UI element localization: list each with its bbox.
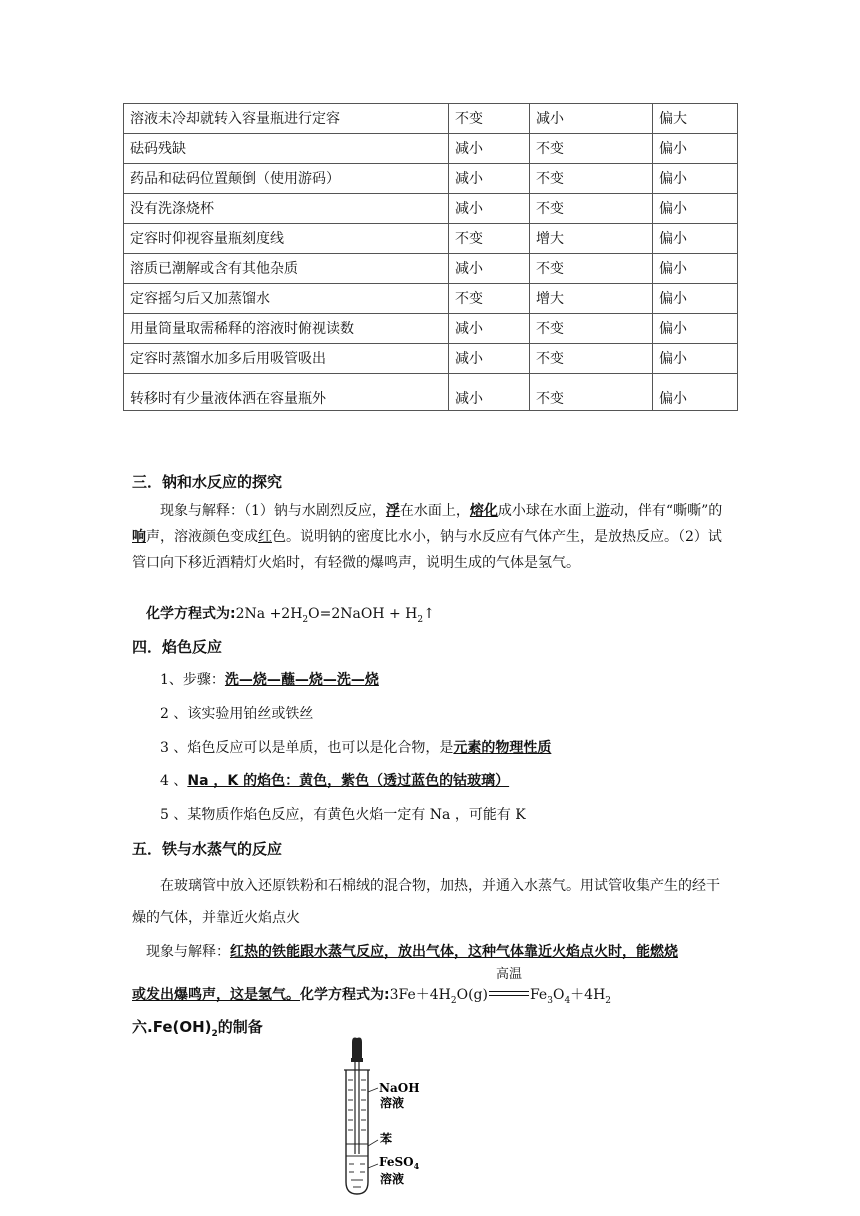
mass-cell: 不变 (449, 104, 530, 134)
section-6-heading (132, 1016, 263, 1039)
eq-sub: 4 (564, 995, 571, 1006)
text: 的制备 (217, 1018, 263, 1036)
volume-cell: 不变 (530, 344, 653, 374)
volume-cell: 不变 (530, 164, 653, 194)
observation-line-2 (132, 967, 612, 1011)
cause-cell: 没有洗涤烧杯 (124, 194, 449, 224)
text: 六.Fe(OH) (132, 1018, 212, 1036)
volume-cell: 增大 (530, 284, 653, 314)
property-value: 元素的物理性质 (453, 740, 552, 756)
result-cell: 偏小 (653, 224, 738, 254)
eq-part: ↑ (423, 606, 435, 622)
label-naoh: NaOH (379, 1081, 420, 1095)
mass-cell: 减小 (449, 254, 530, 284)
eq-part: Fe (529, 987, 548, 1003)
table-row (124, 374, 738, 411)
cause-cell: 转移时有少量液体洒在容量瓶外 (124, 374, 449, 411)
dropper-bulb (352, 1038, 362, 1061)
text: FeSO (379, 1155, 414, 1169)
cause-cell: 溶液未冷却就转入容量瓶进行定容 (124, 104, 449, 134)
cause-cell: 定容时仰视容量瓶刻度线 (124, 224, 449, 254)
section-3-paragraph (132, 498, 732, 576)
text: 1、步骤： (160, 672, 225, 688)
volume-cell: 不变 (530, 374, 653, 411)
volume-cell: 不变 (530, 314, 653, 344)
section-5-heading: 五．铁与水蒸气的反应 (132, 840, 283, 858)
sub: 4 (413, 1161, 420, 1171)
double-bar (489, 991, 529, 996)
feso4-solution (349, 1164, 365, 1187)
eq-part: O(g) (456, 987, 488, 1003)
cause-cell: 药品和砝码位置颠倒（使用游码） (124, 164, 449, 194)
mass-cell: 减小 (449, 344, 530, 374)
table-row (124, 254, 738, 284)
step-3 (160, 738, 551, 758)
leader-feso4 (368, 1164, 378, 1168)
section-5-paragraph: 在玻璃管中放入还原铁粉和石棉绒的混合物，加热，并通入水蒸气。用试管收集产生的经干燥的气体，并靠近火焰点火 (132, 878, 720, 926)
eq-part: O=2NaOH + H (308, 606, 418, 622)
table-row (124, 284, 738, 314)
apparatus-figure (338, 1036, 438, 1196)
table-row (124, 314, 738, 344)
flame-colors: Na ，K 的焰色：黄色，紫色（透过蓝色的钴玻璃） (187, 773, 510, 789)
error-analysis-table (123, 103, 738, 411)
label-naoh-solution: 溶液 (380, 1096, 405, 1110)
step-5: 5 、某物质作焰色反应，有黄色火焰一定有 Na ，可能有 K (160, 807, 526, 823)
result-cell: 偏小 (653, 134, 738, 164)
keyword-sound: 响 (132, 529, 146, 545)
result-cell: 偏小 (653, 194, 738, 224)
table-row (124, 194, 738, 224)
volume-cell: 不变 (530, 194, 653, 224)
mass-cell: 不变 (449, 224, 530, 254)
result-cell: 偏小 (653, 164, 738, 194)
section-4-heading: 四．焰色反应 (132, 638, 223, 656)
text: 成小球在水面上 (497, 503, 596, 519)
table-row (124, 134, 738, 164)
volume-cell: 不变 (530, 254, 653, 284)
eq-sub: 2 (450, 995, 457, 1006)
step-1 (160, 670, 379, 690)
cause-cell: 砝码残缺 (124, 134, 449, 164)
eq-part: 3Fe＋4H (389, 987, 451, 1003)
eq-sub: 2 (605, 995, 612, 1006)
mass-cell: 减小 (449, 374, 530, 411)
label-feso4-solution: 溶液 (380, 1172, 405, 1186)
step-4 (160, 771, 509, 791)
result-cell: 偏小 (653, 314, 738, 344)
label-feso4 (379, 1155, 420, 1171)
table-row (124, 104, 738, 134)
eq-part: O (552, 987, 565, 1003)
text: 色。说明钠的密度比水小，钠与水反应有气体产生，是放热反应。（2）试管口向下移近酒精灯火焰时，有轻微的爆鸣声，说明生成的气体是氢气。 (132, 529, 722, 571)
keyword-float: 浮 (385, 503, 400, 519)
mass-cell: 减小 (449, 194, 530, 224)
steps-value: 洗—烧—蘸—烧—洗—烧 (224, 672, 379, 688)
text: 在水面上， (399, 503, 470, 519)
observation-line-1 (146, 942, 678, 962)
table-row (124, 164, 738, 194)
observation-text: 或发出爆鸣声，这是氢气。 (132, 987, 300, 1003)
text: 声，溶液颜色变成 (146, 529, 258, 545)
observation-text: 红热的铁能跟水蒸气反应，放出气体，这种气体靠近火焰点火时，能燃烧 (230, 944, 678, 960)
test-tube (346, 1070, 368, 1194)
result-cell: 偏小 (653, 284, 738, 314)
cause-cell: 定容时蒸馏水加多后用吸管吸出 (124, 344, 449, 374)
volume-cell: 减小 (530, 104, 653, 134)
text: 动，伴有“嘶嘶”的 (609, 503, 723, 519)
equation-label: 化学方程式为: (300, 987, 390, 1003)
result-cell: 偏小 (653, 254, 738, 284)
eq-sub: 2 (417, 614, 424, 625)
eq-sub: 3 (547, 995, 553, 1006)
text: 3 、焰色反应可以是单质，也可以是化合物，是 (160, 740, 454, 756)
eq-sub: 2 (302, 614, 309, 625)
text: 4 、 (160, 773, 188, 789)
step-2: 2 、该实验用铂丝或铁丝 (160, 706, 314, 722)
table-row (124, 344, 738, 374)
equation-label: 化学方程式为: (146, 606, 236, 622)
reaction-arrow (488, 967, 530, 999)
eq-part: 2Na +2H (235, 606, 303, 622)
table-row (124, 224, 738, 254)
text: 现象与解释：（1）钠与水剧烈反应， (160, 503, 386, 519)
result-cell: 偏小 (653, 344, 738, 374)
cause-cell: 溶质已潮解或含有其他杂质 (124, 254, 449, 284)
eq-part: ＋4H (570, 987, 606, 1003)
eq-sub: 2 (211, 1029, 218, 1039)
label-benzene: 苯 (380, 1132, 393, 1146)
result-cell: 偏小 (653, 374, 738, 411)
mass-cell: 减小 (449, 164, 530, 194)
mass-cell: 不变 (449, 284, 530, 314)
result-cell: 偏大 (653, 104, 738, 134)
condition-label: 高温 (495, 967, 522, 982)
volume-cell: 增大 (530, 224, 653, 254)
naoh-solution (348, 1080, 366, 1130)
leader-benzene (368, 1140, 378, 1146)
section-3-heading: 三．钠和水反应的探究 (132, 473, 283, 491)
mass-cell: 减小 (449, 314, 530, 344)
keyword-swim: 游 (595, 503, 610, 519)
section-3-equation (146, 604, 435, 630)
volume-cell: 不变 (530, 134, 653, 164)
mass-cell: 减小 (449, 134, 530, 164)
table-body (124, 104, 738, 411)
text: 现象与解释： (146, 944, 230, 960)
cause-cell: 定容摇匀后又加蒸馏水 (124, 284, 449, 314)
leader-naoh (368, 1088, 378, 1092)
cause-cell: 用量筒量取需稀释的溶液时俯视读数 (124, 314, 449, 344)
dropper-collar (351, 1058, 363, 1062)
keyword-red: 红 (258, 529, 272, 545)
keyword-melt: 熔化 (469, 503, 498, 519)
